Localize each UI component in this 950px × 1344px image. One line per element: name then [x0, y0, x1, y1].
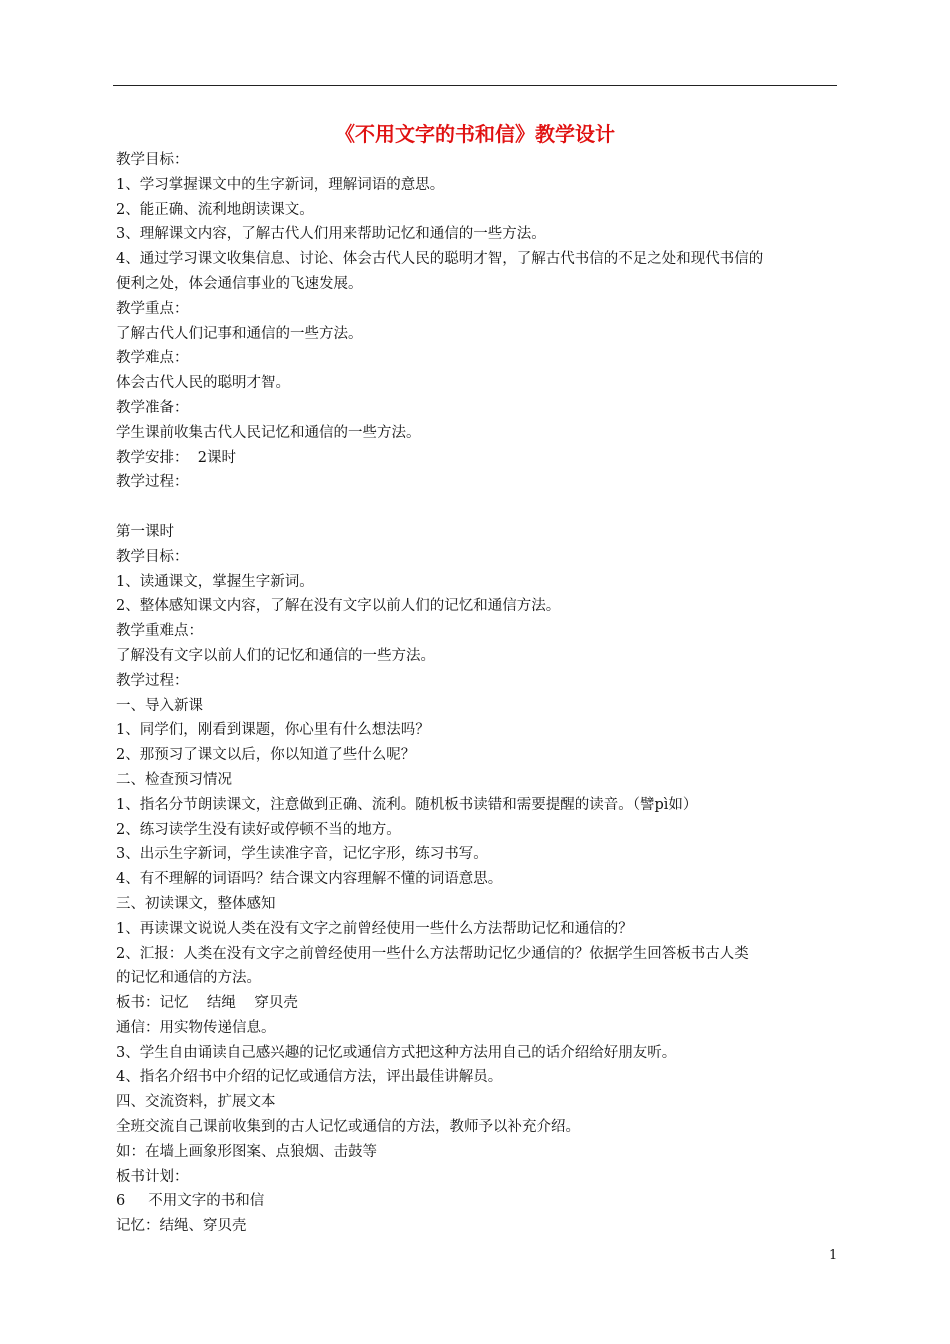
text-line: 3、理解课文内容，了解古代人们用来帮助记忆和通信的一些方法。 — [116, 226, 546, 243]
text-line: 记忆：结绳、穿贝壳 — [116, 1218, 247, 1235]
text-line: 3、出示生字新词，学生读准字音，记忆字形，练习书写。 — [116, 846, 488, 863]
text-line: 3、学生自由诵读自己感兴趣的记忆或通信方式把这种方法用自己的话介绍给好朋友听。 — [116, 1044, 677, 1061]
text-line: 2、汇报：人类在没有文字之前曾经使用一些什么方法帮助记忆少通信的？依据学生回答板书古人类 — [116, 945, 749, 962]
text-line: 教学过程： — [116, 474, 189, 491]
text-line: 全班交流自己课前收集到的古人记忆或通信的方法，教师予以补充介绍。 — [116, 1119, 580, 1136]
text-line: 一、导入新课 — [116, 697, 203, 714]
blank-line — [116, 495, 841, 520]
text-line: 教学准备： — [116, 399, 189, 416]
text-line: 1、读通课文，掌握生字新词。 — [116, 573, 314, 590]
text-line: 2、练习读学生没有读好或停顿不当的地方。 — [116, 821, 401, 838]
section-overview — [116, 148, 841, 495]
text-line: 4、通过学习课文收集信息、讨论、体会古代人民的聪明才智，了解古代书信的不足之处和现代书信的 — [116, 251, 764, 268]
section-first-lesson — [116, 520, 841, 1239]
text-line: 4、有不理解的词语吗？结合课文内容理解不懂的词语意思。 — [116, 871, 503, 888]
text-line: 的记忆和通信的方法。 — [116, 970, 261, 987]
document-title: 《不用文字的书和信》教学设计 — [335, 122, 615, 146]
text-line: 1、同学们，刚看到课题，你心里有什么想法吗？ — [116, 722, 430, 739]
header-rule — [113, 85, 837, 86]
text-line: 1、再读课文说说人类在没有文字之前曾经使用一些什么方法帮助记忆和通信的？ — [116, 920, 633, 937]
document-body — [116, 148, 841, 1239]
text-line: 教学重难点： — [116, 623, 203, 640]
text-line: 二、检查预习情况 — [116, 771, 232, 788]
text-line: 板书计划： — [116, 1168, 189, 1185]
text-line: 学生课前收集古代人民记忆和通信的一些方法。 — [116, 424, 421, 441]
text-line: 教学难点： — [116, 350, 189, 367]
text-line: 了解没有文字以前人们的记忆和通信的一些方法。 — [116, 647, 435, 664]
text-line: 2、整体感知课文内容，了解在没有文字以前人们的记忆和通信方法。 — [116, 598, 561, 615]
text-line: 教学过程： — [116, 672, 189, 689]
text-line: 第一课时 — [116, 523, 174, 540]
text-line: 1、指名分节朗读课文，注意做到正确、流利。随机板书读错和需要提醒的读音。（譬pì如） — [116, 796, 698, 813]
text-line: 通信：用实物传递信息。 — [116, 1019, 276, 1036]
text-line: 教学目标： — [116, 152, 189, 168]
text-line: 四、交流资料，扩展文本 — [116, 1094, 276, 1111]
text-line: 2、那预习了课文以后，你以知道了些什么呢？ — [116, 747, 416, 764]
text-line: 6 不用文字的书和信 — [116, 1193, 265, 1210]
page-number: 1 — [829, 1248, 838, 1263]
text-line: 4、指名介绍书中介绍的记忆或通信方法，评出最佳讲解员。 — [116, 1069, 503, 1086]
text-line: 教学安排： 2课时 — [116, 449, 236, 466]
text-line: 教学重点： — [116, 300, 189, 317]
text-line: 体会古代人民的聪明才智。 — [116, 375, 290, 392]
text-line: 板书：记忆 结绳 穿贝壳 — [116, 995, 298, 1012]
text-line: 了解古代人们记事和通信的一些方法。 — [116, 325, 363, 342]
text-line: 教学目标： — [116, 548, 189, 565]
text-line: 三、初读课文，整体感知 — [116, 895, 276, 912]
text-line: 2、能正确、流利地朗读课文。 — [116, 201, 314, 218]
text-line: 如：在墙上画象形图案、点狼烟、击鼓等 — [116, 1143, 377, 1160]
text-line: 便利之处，体会通信事业的飞速发展。 — [116, 275, 363, 292]
text-line: 1、学习掌握课文中的生字新词，理解词语的意思。 — [116, 176, 445, 193]
